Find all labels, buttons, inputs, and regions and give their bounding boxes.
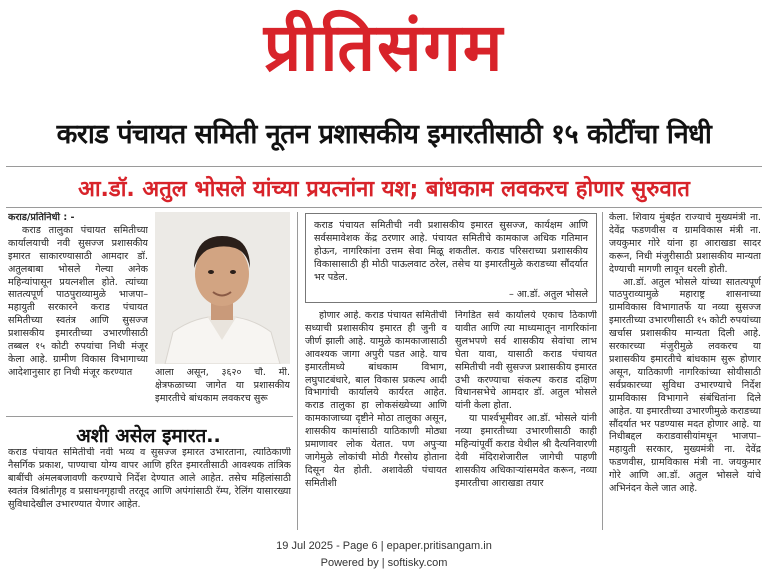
article-byline: कराड/प्रतिनिधी : - xyxy=(8,212,75,223)
headline-divider xyxy=(6,166,762,167)
article-column-3 xyxy=(305,310,447,532)
column-5-text: केला. शिवाय मुंबईत राज्याचे मुख्यमंत्री ना. देवेंद्र फडणवीस व ग्रामविकास मंत्री ना. जयकुमार गोरे यांना हा आराखडा सादर करून, निधी मंजुरीसाठी प्रशासकीय मान्यता देण्याची मागणी लावून धरली होती. xyxy=(609,212,761,275)
box-text: कराड पंचायत समितीची नवी भव्य व सुसज्ज इमारत उभारताना, त्याठिकाणी नैसर्गिक प्रकाश, पाण्याचा योग्य वापर आणि हरित इमारतीसाठी आवश्यक तांत्रिक बाबींची अंमलबजावणी करण्याचे निर्देश देण्यात आले आहेत. तसेच महिलांसाठी स्वतंत्र विश्रांतीगृह व प्रसाधनगृहाची तरतूद आणि अपंगांसाठी रॅम्प, रेलिंग यासारख्या सुविधादेखील उभारण्यात येणार आहेत. xyxy=(8,447,291,510)
masthead-title: प्रीतिसंगम xyxy=(263,9,505,86)
box-section xyxy=(8,447,291,527)
footer-powered-by: Powered by | softisky.com xyxy=(320,557,448,569)
photo-caption-text xyxy=(155,367,290,407)
column-1-text: कराड तालुका पंचायत समितीच्या कार्यालयाची नवी सुसज्ज प्रशासकीय इमारत साकारण्यासाठी आमदार डॉ. अतुलबाबा भोसले गेल्या अनेक महिन्यांपासून प्रयत्नशील होते. त्यांच्या सातत्यपूर्ण पाठपुराव्यामुळे भाजपा–महायुती सरकारने कराड पंचायत समितीच्या स्वतंत्र आणि सुसज्ज प्रशासकीय इमारतीच्या उभारणीसाठी तब्बल १५ कोटी रुपयांचा निधी मंजूर केला आहे. ग्रामीण विकास विभागाच्या आदेशानुसार हा निधी मंजूर करण्यात xyxy=(8,224,148,378)
article-subheadline: आ.डॉ. अतुल भोसले यांच्या प्रयत्नांना यश; बांधकाम लवकरच होणार सुरुवात xyxy=(78,177,690,202)
box-title: अशी असेल इमारत.. xyxy=(76,425,221,447)
portrait-image xyxy=(155,212,290,364)
article-column-5 xyxy=(609,212,761,530)
column-divider-2 xyxy=(602,212,603,530)
column-divider-1 xyxy=(297,212,298,530)
box-top-rule xyxy=(6,416,293,417)
footer-page-info: 19 Jul 2025 - Page 6 | epaper.pritisangam.in xyxy=(276,540,492,552)
quote-text: कराड पंचायत समितीची नवी प्रशासकीय इमारत सुसज्ज, कार्यक्षम आणि सर्वसमावेशक केंद्र ठरणार आहे. पंचायत समितीचे कामकाज अधिक गतिमान होऊन, नागरिकांना उत्तम सेवा मिळू शकतील. कराड परिसराच्या प्रशासकीय विकासासाठी ही मोठी पाऊलवाट ठरेल, तसेच या इमारतीमुळे कराडच्या सौंदर्यात भर पडेल. xyxy=(314,220,588,283)
subhead-divider xyxy=(6,207,762,208)
article-headline: कराड पंचायत समिती नूतन प्रशासकीय इमारतीसाठी १५ कोटींचा निधी xyxy=(56,119,712,150)
article-column-1 xyxy=(8,212,148,412)
column-4-text-2: या पार्श्वभूमीवर आ.डॉ. भोसले यांनी नव्या इमारतीच्या उभारणीसाठी काही महिन्यांपूर्वी कराड येथील श्री दैत्यनिवारणी देवी मंदिराशेजारील जागेची पाहणी शासकीय अधिकाऱ्यांसमवेत करून, नव्या इमारतीचा आराखडा तयार xyxy=(455,413,597,489)
quote-author: – आ.डॉ. अतुल भोसले xyxy=(509,289,588,300)
column-4-text: निगडित सर्व कार्यालये एकाच ठिकाणी यावीत आणि त्या माध्यमातून नागरिकांना सुलभपणे सर्व शासकीय सेवांचा लाभ घेता यावा, यासाठी कराड पंचायत समितीची नवी सुसज्ज प्रशासकीय इमारत उभी करण्याचा संकल्प कराड दक्षिण विधानसभेचे आमदार डॉ. अतुल भोसले यांनी केला होता. xyxy=(455,310,597,412)
column-3-text: होणार आहे. कराड पंचायत समितीची सध्याची प्रशासकीय इमारत ही जुनी व जीर्ण झाली आहे. यामुळे कामकाजासाठी आवश्यक जागा अपुरी पडत आहे. याच इमारतीमध्ये बांधकाम विभाग, लघुपाटबंधारे, बाल विकास प्रकल्प आदी विभागांची कार्यालये कार्यरत आहेत. कराड तालुका हा लोकसंख्येच्या आणि कामकाजाच्या दृष्टीने मोठा तालुका असून, शासकीय कामांसाठी याठिकाणी मोठ्या प्रमाणावर लोक येतात. पण अपुऱ्या जागेमुळे लोकांची मोठी गैरसोय होताना दिसून येत होती. अशावेळी पंचायत समितीशी xyxy=(305,310,447,489)
author-photo xyxy=(155,212,290,364)
quote-box xyxy=(305,213,597,303)
column-5-text-2: आ.डॉ. अतुल भोसले यांच्या सातत्यपूर्ण पाठपुराव्यामुळे महाराष्ट्र शासनाच्या ग्रामविकास विभागातर्फे या नव्या सुसज्ज इमारतीच्या उभारणीसाठी १५ कोटी रुपयांच्या खर्चास प्रशासकीय मान्यता दिली आहे. सरकारच्या मंजुरीमुळे लवकरच या प्रशासकीय इमारतीचे बांधकाम सुरू होणार असून, याठिकाणी नागरिकांच्या सोयीसाठी सर्वप्रकारच्या सुविधा उभारण्याचे निर्देश ग्रामविकास विभागाने संबंधितांना दिले आहेत. या इमारतीच्या उभारणीमुळे कराडच्या सौंदर्यात भर पडण्यास मदत होणार आहे. या निधीबद्दल कराडवासीयांमधून भाजपा–महायुती सरकार, मुख्यमंत्री ना. देवेंद्र फडणवीस, ग्रामविकास मंत्री ना. जयकुमार गोरे आणि आ.डॉ. अतुल भोसले यांचे अभिनंदन केले जात आहे. xyxy=(609,276,761,495)
article-column-4 xyxy=(455,310,597,532)
photo-caption: आला असून, ३६२० चौ. मी. क्षेत्रफळाच्या जागेत या प्रशासकीय इमारतीचे बांधकाम लवकरच सुरू xyxy=(155,367,290,404)
